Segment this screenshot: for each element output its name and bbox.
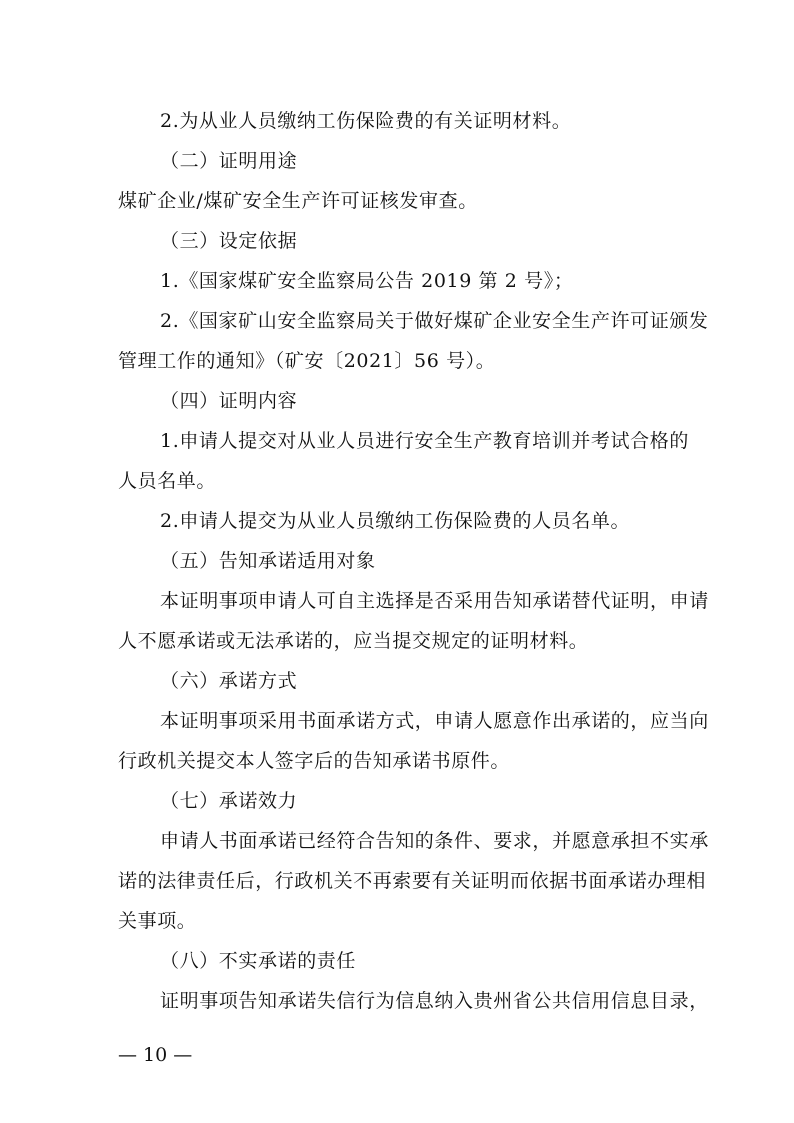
paragraph-line: 本证明事项采用书面承诺方式，申请人愿意作出承诺的，应当向 (160, 710, 709, 732)
paragraph-line: 诺的法律责任后，行政机关不再索要有关证明而依据书面承诺办理相 (118, 870, 707, 892)
section-heading: （二）证明用途 (160, 150, 298, 172)
paragraph-line: 申请人书面承诺已经符合告知的条件、要求，并愿意承担不实承 (160, 830, 709, 852)
section-heading: （三）设定依据 (160, 230, 298, 252)
section-heading: （五）告知承诺适用对象 (160, 550, 376, 572)
paragraph-line: 本证明事项申请人可自主选择是否采用告知承诺替代证明，申请 (160, 590, 709, 612)
paragraph-line: 行政机关提交本人签字后的告知承诺书原件。 (118, 750, 511, 772)
paragraph-line: 证明事项告知承诺失信行为信息纳入贵州省公共信用信息目录， (160, 990, 709, 1012)
paragraph-line: 管理工作的通知》（矿安〔2021〕56 号）。 (118, 350, 496, 372)
paragraph-line: 2.《国家矿山安全监察局关于做好煤矿企业安全生产许可证颁发 (160, 310, 709, 332)
paragraph-line: 2.申请人提交为从业人员缴纳工伤保险费的人员名单。 (160, 510, 631, 532)
section-heading: （八）不实承诺的责任 (160, 950, 357, 972)
paragraph-line: 人员名单。 (118, 470, 217, 492)
section-heading: （四）证明内容 (160, 390, 298, 412)
paragraph-line: 人不愿承诺或无法承诺的，应当提交规定的证明材料。 (118, 630, 589, 652)
paragraph-line: 2.为从业人员缴纳工伤保险费的有关证明材料。 (160, 110, 572, 132)
paragraph-line: 1.《国家煤矿安全监察局公告 2019 第 2 号》； (160, 270, 574, 292)
paragraph-line: 关事项。 (118, 910, 197, 932)
section-heading: （七）承诺效力 (160, 790, 298, 812)
page-number: — 10 — (118, 1044, 193, 1066)
paragraph-line: 煤矿企业/煤矿安全生产许可证核发审查。 (118, 190, 478, 212)
section-heading: （六）承诺方式 (160, 670, 298, 692)
paragraph-line: 1.申请人提交对从业人员进行安全生产教育培训并考试合格的 (160, 430, 689, 452)
